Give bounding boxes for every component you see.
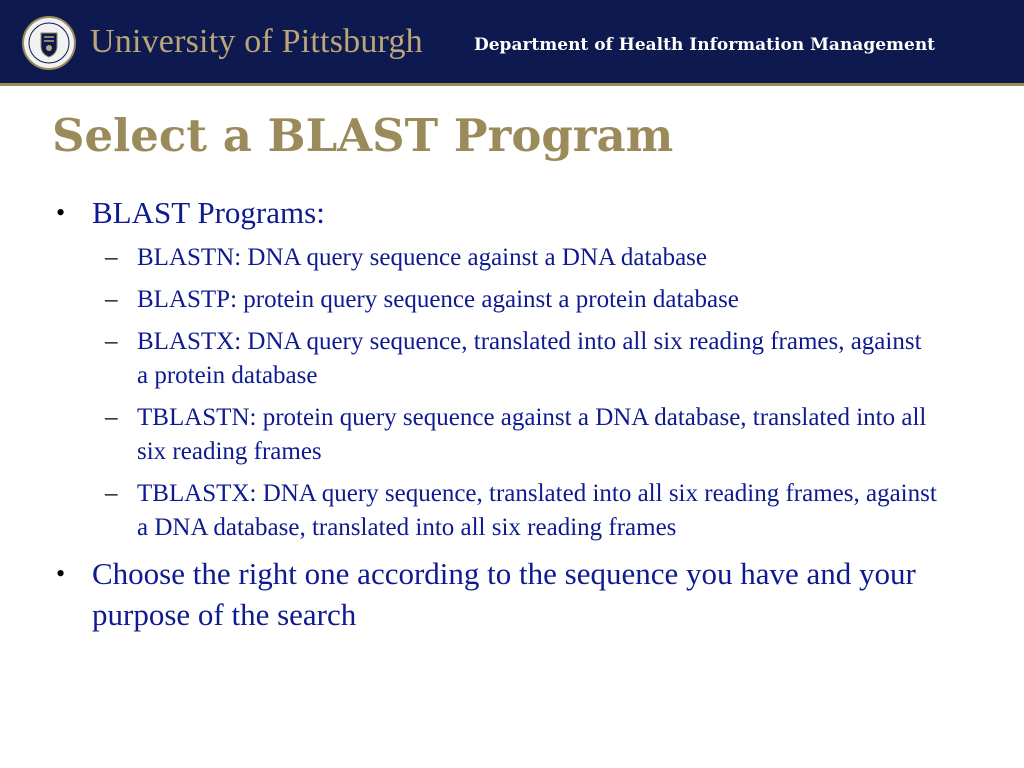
bullet-item <box>0 553 952 635</box>
sub-bullet-item <box>0 401 937 469</box>
slide-title: Select a BLAST Program <box>52 109 674 162</box>
bullet-marker: • <box>56 559 66 588</box>
sub-bullet-item <box>0 477 937 545</box>
dash-marker: – <box>105 480 118 507</box>
sub-bullet-text: BLASTP: protein query sequence against a protein database <box>137 286 739 313</box>
dash-marker: – <box>105 244 118 271</box>
sub-bullet-text: BLASTN: DNA query sequence against a DNA database <box>137 244 707 271</box>
sub-bullet-text: TBLASTX: DNA query sequence, translated into all six reading frames, against a DNA database, translated into all six reading frames <box>137 480 937 541</box>
sub-bullet-item <box>0 283 937 317</box>
dash-marker: – <box>105 404 118 431</box>
sub-bullet-item <box>0 241 937 275</box>
bullet-item <box>0 192 952 233</box>
sub-bullet-item <box>0 325 937 393</box>
university-seal-icon <box>22 16 76 70</box>
sub-bullet-text: TBLASTN: protein query sequence against a DNA database, translated into all six reading frames <box>137 404 927 465</box>
university-wordmark: University of Pittsburgh <box>90 23 423 60</box>
sub-bullet-text: BLASTX: DNA query sequence, translated into all six reading frames, against a protein database <box>137 328 922 389</box>
header-rule <box>0 83 1024 86</box>
bullet-marker: • <box>56 198 66 227</box>
dash-marker: – <box>105 328 118 355</box>
dash-marker: – <box>105 286 118 313</box>
bullet-text: BLAST Programs: <box>92 195 325 230</box>
bullet-text: Choose the right one according to the sequence you have and your purpose of the search <box>92 556 916 632</box>
header-band <box>0 0 1024 86</box>
slide-body <box>0 192 1024 635</box>
department-name: Department of Health Information Management <box>474 35 936 55</box>
